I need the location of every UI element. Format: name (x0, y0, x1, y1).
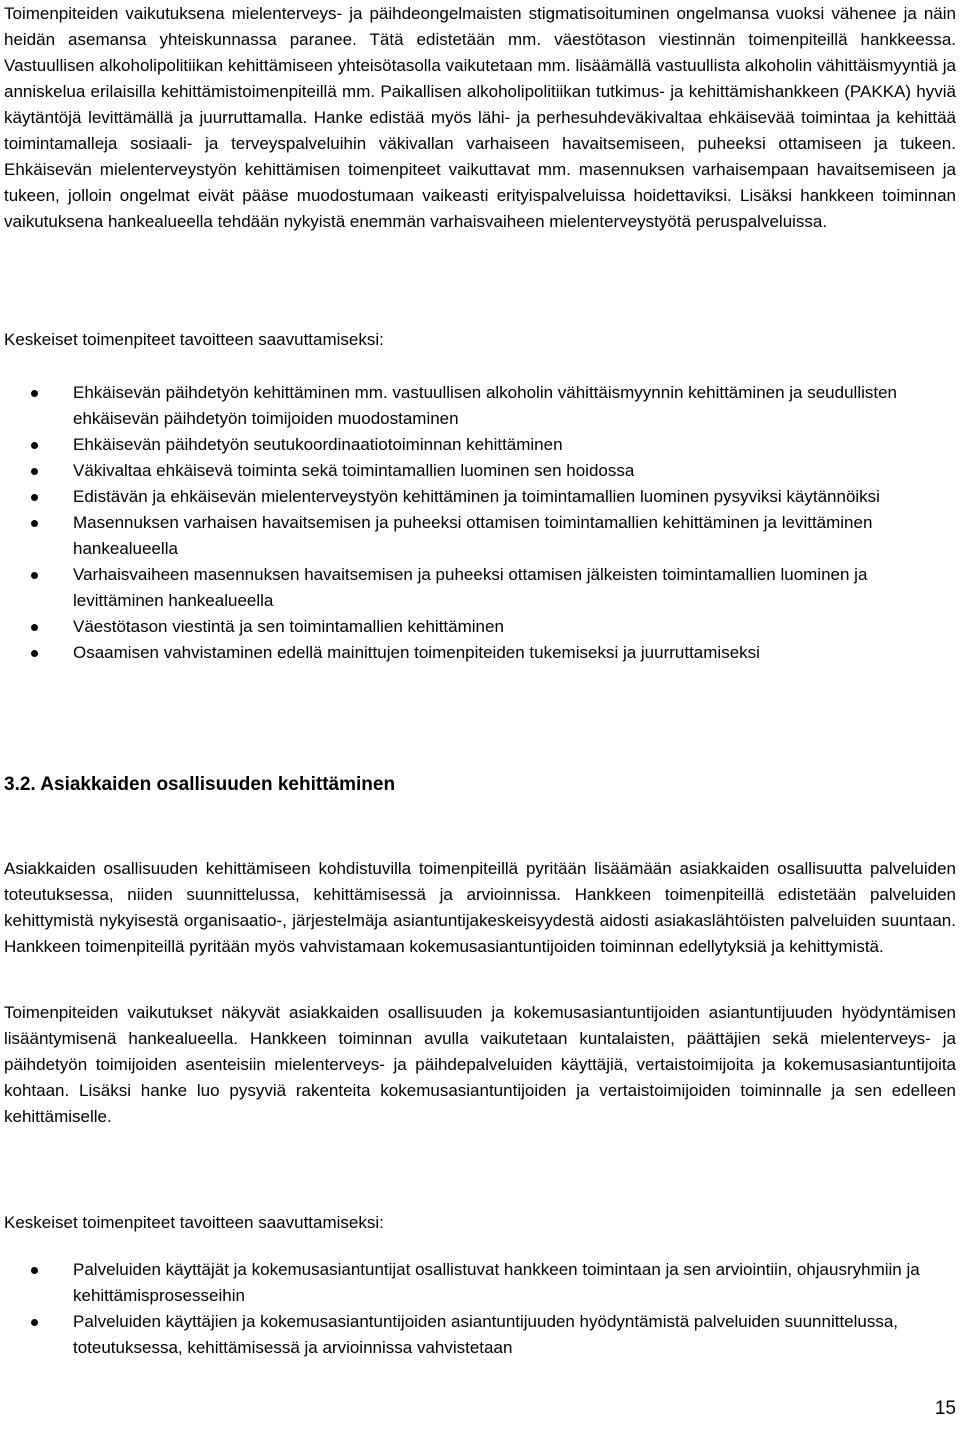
measures-lead: Keskeiset toimenpiteet tavoitteen saavuttamiseksi: (4, 330, 384, 349)
bullet-icon (31, 494, 38, 501)
list-item: Ehkäisevän päihdetyön seutukoordinaatiotoiminnan kehittäminen (4, 432, 956, 458)
bullet-icon (31, 442, 38, 449)
bullet-icon (31, 650, 38, 657)
section-number: 3.2. (4, 774, 36, 795)
bullet-icon (31, 1267, 38, 1274)
list-item: Palveluiden käyttäjät ja kokemusasiantuntijat osallistuvat hankkeen toimintaan ja sen arviointiin, ohjausryhmiin ja kehittämisprosesseihin (4, 1257, 956, 1309)
body-paragraph: Toimenpiteiden vaikutukset näkyvät asiakkaiden osallisuuden ja kokemusasiantuntijoiden asiantuntijuuden hyödyntämisen lisääntymisenä hankealueella. Hankkeen toiminnan avulla vaikutetaan kuntalaisten, päättäjien sekä mielenterveys- ja päihdetyön toimijoiden asenteisiin mielenterveys- ja päihdepalveluiden käyttäjiä, vertaistoimijoita ja kokemusasiantuntijoita kohtaan. Lisäksi hanke luo pysyviä rakenteita kokemusasiantuntijoiden ja vertaistoimijoiden toiminnalle ja sen edelleen kehittämiselle. (4, 1003, 956, 1126)
bullet-icon (31, 390, 38, 397)
section-heading (4, 772, 395, 798)
bullet-icon (31, 468, 38, 475)
page-number: 15 (934, 1398, 956, 1419)
list-item: Edistävän ja ehkäisevän mielenterveystyön kehittäminen ja toimintamallien luominen pysyviksi käytännöiksi (4, 484, 956, 510)
bullet-icon (31, 572, 38, 579)
bullet-icon (31, 624, 38, 631)
measures-list (4, 380, 956, 666)
list-item: Masennuksen varhaisen havaitsemisen ja puheeksi ottamisen toimintamallien kehittäminen ja levittäminen hankealueella (4, 510, 956, 562)
body-paragraph: Toimenpiteiden vaikutuksena mielenterveys- ja päihdeongelmaisten stigmatisoituminen ongelmansa vuoksi vähenee ja näin heidän asemansa yhteiskunnassa paranee. Tätä edistetään mm. väestötason viestinnän toimenpiteillä hankkeessa. Vastuullisen alkoholipolitiikan kehittämiseen yhteisötasolla vaikutetaan mm. lisäämällä vastuullista alkoholin vähittäismyyntiä ja anniskelua erilaisilla kehittämistoimenpiteillä mm. Paikallisen alkoholipolitiikan tutkimus- ja kehittämishankkeen (PAKKA) hyviä käytäntöjä levittämällä ja juurruttamalla. Hanke edistää myös lähi- ja perhesuhdeväkivaltaa ehkäisevää toimintaa ja kehittää toimintamalleja sosiaali- ja terveyspalveluihin väkivallan varhaiseen havaitsemiseen, puheeksi ottamiseen ja tukeen. Ehkäisevän mielenterveystyön kehittämisen toimenpiteet vaikuttavat mm. masennuksen varhaisempaan havaitsemiseen ja tukeen, jolloin ongelmat eivät pääse muodostumaan vaikeasti erityispalveluissa hoidettaviksi. Lisäksi hankkeen toiminnan vaikutuksena hankealueella tehdään nykyistä enemmän varhaisvaiheen mielenterveystyötä peruspalveluissa. (4, 4, 956, 231)
section-title: Asiakkaiden osallisuuden kehittäminen (40, 774, 396, 795)
bullet-icon (31, 520, 38, 527)
list-item: Palveluiden käyttäjien ja kokemusasiantuntijoiden asiantuntijuuden hyödyntämistä palveluiden suunnittelussa, toteutuksessa, kehittämisessä ja arvioinnissa vahvistetaan (4, 1309, 956, 1361)
list-item: Väestötason viestintä ja sen toimintamallien kehittäminen (4, 614, 956, 640)
list-item: Ehkäisevän päihdetyön kehittäminen mm. vastuullisen alkoholin vähittäismyynnin kehittäminen ja seudullisten ehkäisevän päihdetyön toimijoiden muodostaminen (4, 380, 956, 432)
list-item: Väkivaltaa ehkäisevä toiminta sekä toimintamallien luominen sen hoidossa (4, 458, 956, 484)
list-item: Osaamisen vahvistaminen edellä mainittujen toimenpiteiden tukemiseksi ja juurruttamiseksi (4, 640, 956, 666)
measures-lead: Keskeiset toimenpiteet tavoitteen saavuttamiseksi: (4, 1213, 384, 1232)
bullet-icon (31, 1319, 38, 1326)
measures-list (4, 1257, 956, 1361)
list-item: Varhaisvaiheen masennuksen havaitsemisen ja puheeksi ottamisen jälkeisten toimintamallien luominen ja levittäminen hankealueella (4, 562, 956, 614)
body-paragraph: Asiakkaiden osallisuuden kehittämiseen kohdistuvilla toimenpiteillä pyritään lisäämään asiakkaiden osallisuutta palveluiden toteutuksessa, niiden suunnittelussa, kehittämisessä ja arvioinnissa. Hankkeen toimenpiteillä edistetään palveluiden kehittymistä nykyisestä organisaatio-, järjestelmäja asiantuntijakeskeisyydestä aidosti asiakaslähtöisten palveluiden suuntaan. Hankkeen toimenpiteillä pyritään myös vahvistamaan kokemusasiantuntijoiden toiminnan edellytyksiä ja kehittymistä. (4, 859, 956, 956)
